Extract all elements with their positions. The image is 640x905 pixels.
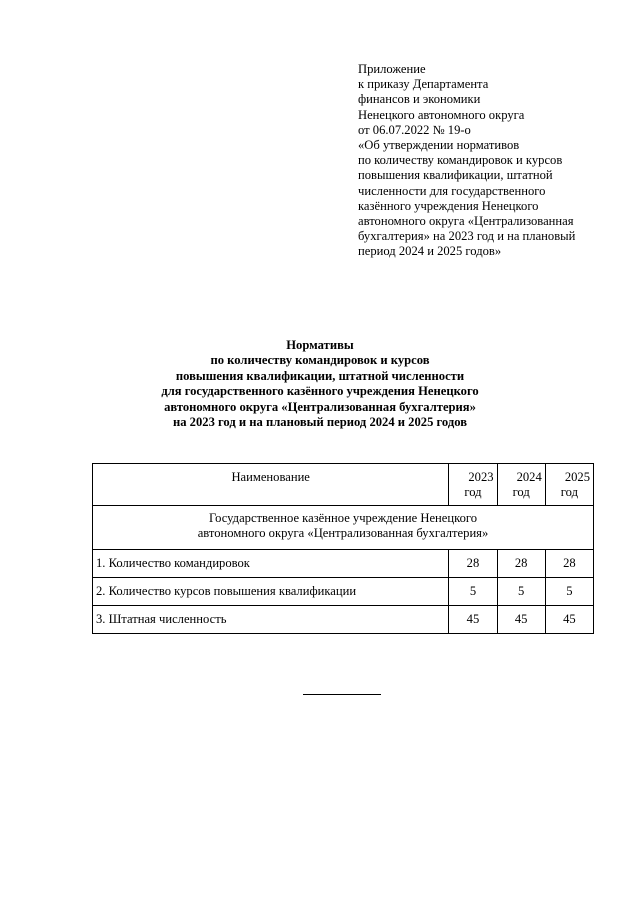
row-name: 3. Штатная численность — [93, 606, 449, 634]
header-year-2024: 2024 год — [497, 464, 545, 506]
table-row — [93, 578, 594, 606]
appendix-line: Приложение — [358, 62, 426, 76]
appendix-line: от 06.07.2022 № 19-о — [358, 122, 471, 137]
row-name: 2. Количество курсов повышения квалификации — [93, 578, 449, 606]
end-divider — [303, 694, 381, 695]
row-value: 5 — [545, 578, 593, 606]
title-line: Нормативы — [286, 338, 354, 352]
appendix-line: бухгалтерия» на 2023 год и на плановый — [358, 229, 576, 244]
table-group-row — [93, 506, 594, 550]
row-value: 5 — [497, 578, 545, 606]
table-header-row — [93, 464, 594, 506]
appendix-line: финансов и экономики — [358, 92, 481, 107]
table-row — [93, 550, 594, 578]
appendix-line: повышения квалификации, штатной — [358, 168, 553, 183]
appendix-line: период 2024 и 2025 годов» — [358, 244, 502, 259]
appendix-block — [358, 62, 618, 260]
row-value: 28 — [449, 550, 497, 578]
document-title — [0, 338, 640, 430]
title-line: автономного округа «Централизованная бухгалтерия» — [164, 399, 476, 414]
header-year-2025: 2025 год — [545, 464, 593, 506]
title-line: повышения квалификации, штатной численности — [175, 368, 465, 383]
row-value: 28 — [497, 550, 545, 578]
header-year-2023: 2023 год — [449, 464, 497, 506]
header-name: Наименование — [93, 464, 449, 506]
appendix-line: к приказу Департамента — [358, 77, 489, 92]
title-line: для государственного казённого учреждения Ненецкого — [161, 384, 479, 399]
row-name: 1. Количество командировок — [93, 550, 449, 578]
appendix-line: по количеству командировок и курсов — [358, 153, 563, 168]
group-cell: Государственное казённое учреждение Ненецкого автономного округа «Централизованная бухгалтерия» — [93, 506, 594, 550]
table-row — [93, 606, 594, 634]
row-value: 45 — [449, 606, 497, 634]
appendix-line: Ненецкого автономного округа — [358, 107, 525, 122]
row-value: 45 — [545, 606, 593, 634]
appendix-line: «Об утверждении нормативов — [358, 138, 520, 153]
title-line: по количеству командировок и курсов — [210, 353, 430, 368]
appendix-line: автономного округа «Централизованная — [358, 214, 574, 229]
title-line: на 2023 год и на плановый период 2024 и 2025 годов — [172, 415, 468, 430]
norms-table — [92, 463, 594, 634]
row-value: 45 — [497, 606, 545, 634]
row-value: 28 — [545, 550, 593, 578]
appendix-line: численности для государственного — [358, 183, 546, 198]
appendix-line: казённого учреждения Ненецкого — [358, 198, 539, 213]
row-value: 5 — [449, 578, 497, 606]
